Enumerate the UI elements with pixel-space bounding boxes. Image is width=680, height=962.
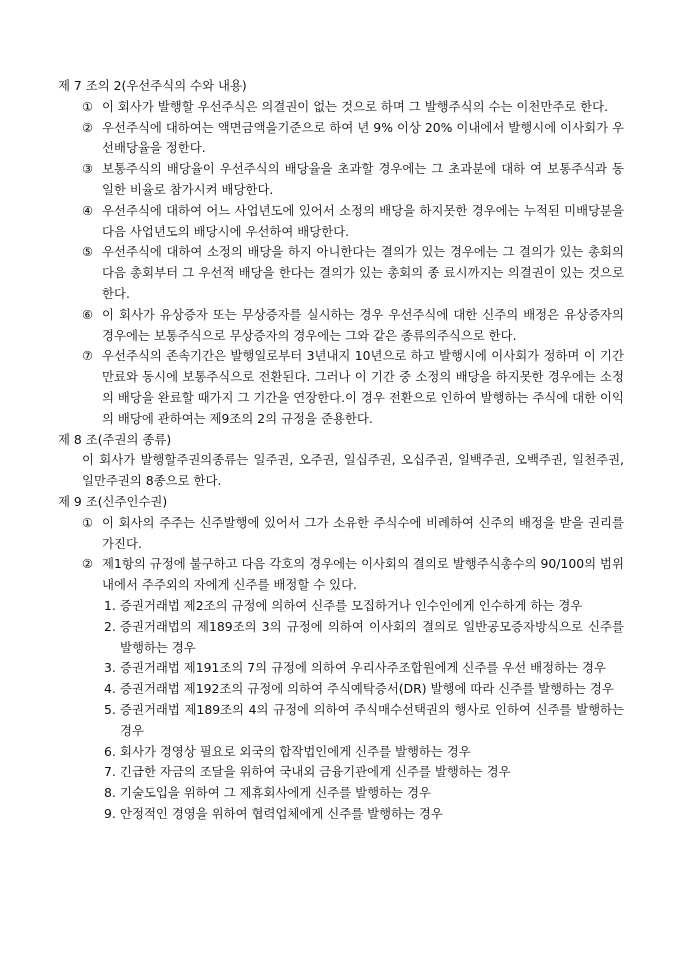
paragraph [58, 97, 624, 118]
item-number: 8. [104, 785, 116, 801]
item-number: 1. [104, 597, 116, 613]
article-title: 제 8 조(주권의 종류) [58, 431, 172, 447]
paragraph [58, 201, 624, 243]
item-text: 회사가 경영상 필요로 외국의 합작법인에게 신주를 발행하는 경우 [120, 743, 471, 759]
paragraph-text: 제1항의 규정에 불구하고 다음 각호의 경우에는 이사회의 결의로 발행주식총수의 90/100의 범위내에서 주주외의 자에게 신주를 배정할 수 있다. [102, 556, 624, 593]
list-item [58, 658, 624, 679]
item-number: 6. [104, 743, 116, 759]
list-item [58, 700, 624, 742]
paragraph-text: 이 회사의 주주는 신주발행에 있어서 그가 소유한 주식수에 비례하여 신주의 배정을 받을 권리를 가진다. [102, 514, 624, 551]
document-body [58, 76, 624, 825]
item-text: 증권거래법 제191조의 7의 규정에 의하여 우리사주조합원에게 신주를 우선 배정하는 경우 [120, 660, 606, 676]
paragraph-text: 보통주식의 배당율이 우선주식의 배당율을 초과할 경우에는 그 초과분에 대하 여 보통주식과 동일한 비율로 참가시켜 배당한다. [102, 161, 624, 197]
paragraph-number: ② [82, 119, 94, 135]
paragraph-text: 우선주식에 대하여는 액면금액을기준으로 하여 년 9% 이상 20% 이내에서 발행시에 이사회가 우선배당율을 정한다. [102, 119, 624, 156]
paragraph-number: ⑦ [82, 348, 94, 364]
paragraph-number: ⑤ [82, 244, 94, 260]
item-text: 증권거래법의 제189조의 3의 규정에 의하여 이사회의 결의로 일반공모증자방식으로 신주를 발행하는 경우 [120, 618, 624, 655]
paragraph-text: 우선주식에 대하여 어느 사업년도에 있어서 소정의 배당을 하지못한 경우에는 누적된 미배당분을 다음 사업년도의 배당시에 우선하여 배당한다. [102, 202, 624, 239]
article-8 [58, 430, 624, 492]
paragraph-number: ① [82, 98, 94, 114]
list-item [58, 679, 624, 700]
paragraph-text: 우선주식에 대하여 소정의 배당을 하지 아니한다는 결의가 있는 경우에는 그 결의가 있는 총회의 다음 총회부터 그 우선적 배당을 한다는 결의가 있는 총회의 종 료시까지는 의결권이 있는 것으로 한다. [102, 244, 624, 301]
paragraph-number: ③ [82, 161, 94, 177]
article-9 [58, 492, 624, 825]
item-text: 기술도입을 위하여 그 제휴회사에게 신주를 발행하는 경우 [120, 785, 431, 801]
paragraph [58, 554, 624, 596]
list-item [58, 783, 624, 804]
paragraph-text: 이 회사가 발행할 우선주식은 의결권이 없는 것으로 하며 그 발행주식의 수는 이천만주로 한다. [102, 98, 609, 114]
paragraph-text: 우선주식의 존속기간은 발행일로부터 3년내지 10년으로 하고 발행시에 이사회가 정하며 이 기간 만료와 동시에 보통주식으로 전환된다. 그러나 이 기간 중 소정의 배당을 하지못한 경우에는 소정의 배당을 완료할 때가지 그 기간을 연장한다.이 경우 전환으로 인하여 발행하는 주식에 대한 이익의 배당에 관하여는 제9조의 2의 규정을 준용한다. [102, 348, 624, 426]
paragraph-number: ② [82, 556, 94, 572]
paragraph-number: ⑥ [82, 306, 94, 322]
item-text: 긴급한 자금의 조달을 위하여 국내외 금융기관에게 신주를 발행하는 경우 [120, 764, 511, 780]
item-number: 4. [104, 681, 116, 697]
list-item [58, 762, 624, 783]
article-title: 제 7 조의 2(우선주식의 수와 내용) [58, 78, 247, 93]
item-number: 5. [104, 701, 116, 717]
item-number: 9. [104, 805, 116, 821]
paragraph [58, 118, 624, 160]
article-7-2 [58, 76, 624, 430]
item-text: 증권거래법 제2조의 규정에 의하여 신주를 모집하거나 인수인에게 인수하게 하는 경우 [120, 597, 583, 613]
item-number: 3. [104, 660, 116, 676]
paragraph-number: ④ [82, 202, 94, 218]
paragraph [58, 513, 624, 555]
paragraph [58, 159, 624, 201]
list-item [58, 742, 624, 763]
list-item [58, 804, 624, 825]
article-title: 제 9 조(신주인수권) [58, 493, 168, 509]
item-number: 7. [104, 764, 116, 780]
paragraph [58, 305, 624, 347]
item-number: 2. [104, 618, 116, 634]
list-item [58, 617, 624, 659]
item-text: 증권거래법 제189조의 4의 규정에 의하여 주식매수선택권의 행사로 인하여 신주를 발행하는 경우 [120, 701, 624, 738]
paragraph-number: ① [82, 514, 94, 530]
item-text: 증권거래법 제192조의 규정에 의하여 주식예탁증서(DR) 발행에 따라 신주를 발행하는 경우 [120, 681, 614, 697]
paragraph-text: 이 회사가 유상증자 또는 무상증자를 실시하는 경우 우선주식에 대한 신주의 배정은 유상증자의 경우에는 보통주식으로 무상증자의 경우에는 그와 같은 종류의주식으로 한다. [102, 306, 624, 343]
item-text: 안정적인 경영을 위하여 협력업체에게 신주를 발행하는 경우 [120, 805, 443, 821]
article-body: 이 회사가 발행할주권의종류는 일주권, 오주권, 일십주권, 오십주권, 일백주권, 오백주권, 일천주권, 일만주권의 8종으로 한다. [82, 452, 624, 489]
paragraph [58, 242, 624, 304]
paragraph [58, 346, 624, 429]
list-item [58, 596, 624, 617]
